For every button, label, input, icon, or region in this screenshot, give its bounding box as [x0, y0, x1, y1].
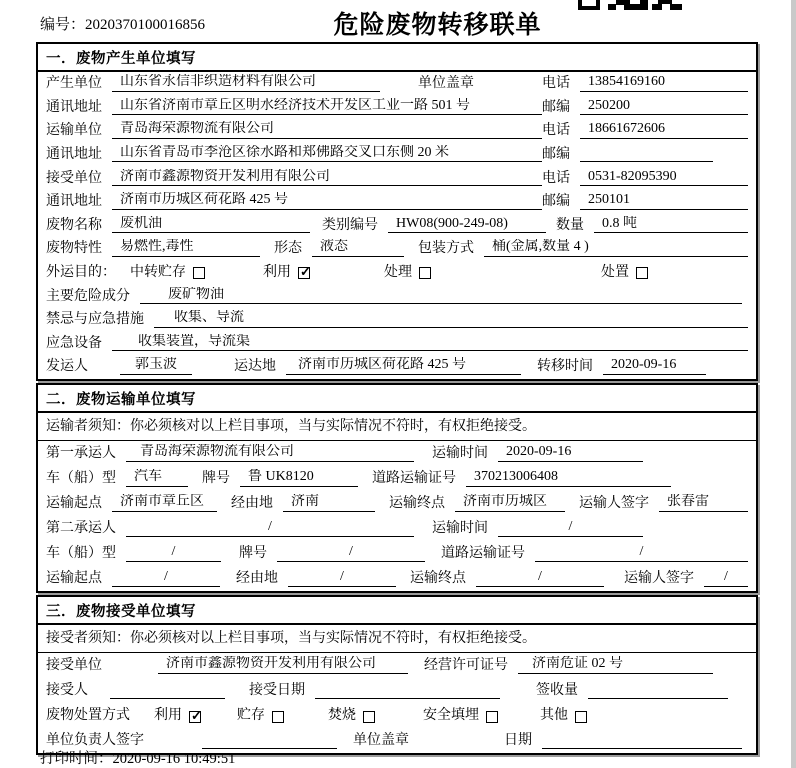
zip-label: 邮编	[542, 194, 570, 210]
transport-time-value: /	[498, 519, 643, 536]
transporter-notice: 运输者须知：你必须核对以上栏目事项，当与实际情况不符时，有权拒绝接受。	[46, 418, 536, 434]
producer-value: 山东省永信非织造材料有限公司	[112, 74, 380, 91]
dispatcher-value: 郭玉波	[120, 357, 192, 374]
dispose-checkbox	[636, 267, 648, 279]
transporter-row	[38, 119, 756, 143]
transporter-notice-row	[38, 413, 756, 441]
producer-label: 产生单位	[46, 76, 102, 92]
page-title: 危险废物转移联单	[333, 12, 542, 39]
business-license-label: 经营许可证号	[424, 658, 508, 674]
transporter-address-row	[38, 143, 756, 167]
qr-code-icon	[578, 0, 682, 10]
transfer-time-label: 转移时间	[537, 359, 593, 375]
signed-quantity-value	[588, 684, 728, 699]
plate-label: 牌号	[202, 471, 230, 487]
option-label: 贮存	[237, 708, 265, 724]
option-label: 利用	[154, 708, 182, 724]
phone-label: 电话	[542, 123, 570, 139]
receiver-value: 济南市鑫源物资开发利用有限公司	[112, 169, 542, 186]
treat-checkbox	[419, 267, 431, 279]
carrier-sign-label: 运输人签字	[624, 571, 694, 587]
origin-label: 运输起点	[46, 571, 102, 587]
props-value: 易燃性,毒性	[112, 239, 260, 256]
waste-name-value: 废机油	[112, 216, 310, 233]
acceptor-row	[38, 678, 756, 703]
producer-address-value: 山东省济南市章丘区明水经济技术开发区工业一路 501 号	[112, 98, 542, 115]
section-transport	[36, 383, 758, 593]
date-value	[542, 734, 742, 749]
vehicle2-row	[38, 541, 756, 566]
responsible-sign-label: 单位负责人签字	[46, 733, 144, 749]
quantity-label: 数量	[556, 217, 584, 233]
category-label: 类别编号	[322, 217, 378, 233]
serial-value: 2020370100016856	[85, 17, 206, 33]
transporter-zip-group	[542, 147, 748, 162]
precaution-row	[38, 308, 756, 332]
dispatch-row	[38, 355, 756, 379]
dispatcher-label: 发运人	[46, 359, 88, 375]
producer-phone-group	[542, 74, 748, 91]
form-value: 液态	[312, 239, 404, 256]
props-label: 废物特性	[46, 241, 102, 257]
producer-zip-group	[542, 98, 748, 115]
origin-value: /	[112, 569, 220, 586]
transporter-zip-value	[580, 147, 713, 162]
landfill-checkbox	[486, 711, 498, 723]
transfer-storage-checkbox	[193, 267, 205, 279]
equipment-row	[38, 332, 756, 356]
receiver-row	[38, 166, 756, 190]
seal-label: 单位盖章	[418, 76, 474, 92]
address-label: 通讯地址	[46, 146, 102, 162]
option-label: 其他	[540, 708, 568, 724]
transfer-form	[36, 42, 758, 757]
category-value: HW08(900-249-08)	[388, 216, 546, 233]
via-value: /	[288, 569, 396, 586]
carrier2-value: /	[126, 519, 414, 536]
equipment-value: 收集装置，导流渠	[112, 334, 748, 351]
option-label: 利用	[263, 264, 291, 280]
section-receive	[36, 595, 758, 755]
destination-value: 济南市历城区荷花路 425 号	[286, 357, 521, 374]
carrier-sign-label: 运输人签字	[579, 496, 649, 512]
terminus-value: /	[476, 569, 604, 586]
quantity-value: 0.8 吨	[594, 216, 748, 233]
via-label: 经由地	[236, 571, 278, 587]
transporter-phone-value: 18661672606	[580, 121, 748, 138]
via-value: 济南	[283, 494, 375, 511]
via-label: 经由地	[231, 496, 273, 512]
receiver-zip-value: 250101	[580, 192, 748, 209]
terminus-value: 济南市历城区	[455, 494, 565, 511]
purpose-label: 外运目的：	[46, 264, 116, 280]
signed-quantity-label: 签收量	[536, 683, 578, 699]
transfer-time-value: 2020-09-16	[603, 357, 706, 374]
other-checkbox	[575, 711, 587, 723]
origin-value: 济南市章丘区	[112, 494, 217, 511]
hazard-row	[38, 284, 756, 308]
carrier1-label: 第一承运人	[46, 446, 116, 462]
disposal-label: 废物处置方式	[46, 708, 130, 724]
receive-unit-label: 接受单位	[46, 658, 102, 674]
packing-label: 包装方式	[418, 241, 474, 257]
producer-row	[38, 72, 756, 96]
disposal-row	[38, 703, 756, 728]
waste-name-label: 废物名称	[46, 217, 102, 233]
section-producer	[36, 42, 758, 381]
date-label: 日期	[504, 733, 532, 749]
packing-value: 桶(金属,数量 4 )	[484, 239, 748, 256]
terminus-label: 运输终点	[410, 571, 466, 587]
carrier1-row	[38, 441, 756, 466]
vehicle-type-label: 车（船）型	[46, 546, 116, 562]
road-license-label: 道路运输证号	[372, 471, 456, 487]
receiver-zip-group	[542, 192, 748, 209]
option-label: 焚烧	[328, 708, 356, 724]
receive-unit-row	[38, 653, 756, 678]
print-time-label: 打印时间：	[40, 751, 113, 767]
storage-checkbox	[272, 711, 284, 723]
zip-label: 邮编	[542, 146, 570, 162]
receiver-notice-row	[38, 625, 756, 653]
route1-row	[38, 491, 756, 516]
destination-label: 运达地	[234, 359, 276, 375]
transporter-value: 青岛海荣源物流有限公司	[112, 121, 542, 138]
route2-row	[38, 566, 756, 591]
vehicle-type-label: 车（船）型	[46, 471, 116, 487]
carrier-sign-value: 张春雷	[659, 494, 748, 511]
precaution-value: 收集、导流	[154, 310, 748, 327]
receiver-notice: 接受者须知：你必须核对以上栏目事项，当与实际情况不符时，有权拒绝接受。	[46, 630, 536, 646]
receiver-address-value: 济南市历城区荷花路 425 号	[112, 192, 542, 209]
transport-time-label: 运输时间	[432, 521, 488, 537]
plate-value: 鲁 UK8120	[240, 469, 358, 486]
serial-label: 编号：	[40, 17, 86, 33]
phone-label: 电话	[542, 76, 570, 92]
transport-time-value: 2020-09-16	[498, 444, 643, 461]
phone-label: 电话	[542, 170, 570, 186]
utilize-checkbox	[189, 711, 201, 723]
producer-phone-value: 13854169160	[580, 74, 748, 91]
vehicle-type-value: /	[126, 544, 221, 561]
waste-props-row	[38, 237, 756, 261]
plate-value: /	[277, 544, 425, 561]
business-license-value: 济南危证 02 号	[518, 656, 713, 673]
form-label: 形态	[274, 241, 302, 257]
producer-zip-value: 250200	[580, 98, 748, 115]
plate-label: 牌号	[239, 546, 267, 562]
vehicle1-row	[38, 466, 756, 491]
accept-date-label: 接受日期	[249, 683, 305, 699]
hazard-value: 废矿物油	[140, 287, 742, 304]
transporter-address-value: 山东省青岛市李沧区徐水路和郑佛路交叉口东侧 20 米	[112, 145, 542, 162]
utilize-checkbox	[298, 267, 310, 279]
receiver-phone-value: 0531-82095390	[580, 169, 748, 186]
seal-label: 单位盖章	[353, 733, 409, 749]
purpose-row	[38, 261, 756, 285]
section3-heading: 三．废物接受单位填写	[38, 597, 756, 625]
carrier2-row	[38, 516, 756, 541]
accept-date-value	[315, 684, 500, 699]
acceptor-value	[110, 684, 225, 699]
print-time-value: 2020-09-16 10:49:51	[112, 751, 236, 767]
receiver-phone-group	[542, 169, 748, 186]
carrier-sign-value: /	[704, 569, 748, 586]
option-label: 处置	[601, 264, 629, 280]
vehicle-type-value: 汽车	[126, 469, 188, 486]
section2-heading: 二．废物运输单位填写	[38, 385, 756, 413]
acceptor-label: 接受人	[46, 683, 88, 699]
transport-time-label: 运输时间	[432, 446, 488, 462]
carrier1-value: 青岛海荣源物流有限公司	[126, 444, 414, 461]
receiver-label: 接受单位	[46, 170, 102, 186]
road-license-value: 370213006408	[466, 469, 671, 486]
transporter-label: 运输单位	[46, 123, 102, 139]
origin-label: 运输起点	[46, 496, 102, 512]
option-label: 安全填埋	[423, 708, 479, 724]
equipment-label: 应急设备	[46, 335, 102, 351]
option-label: 处理	[384, 264, 412, 280]
print-time	[40, 747, 235, 768]
receive-unit-value: 济南市鑫源物资开发利用有限公司	[158, 656, 408, 673]
zip-label: 邮编	[542, 99, 570, 115]
section1-heading: 一．废物产生单位填写	[38, 44, 756, 72]
road-license-label: 道路运输证号	[441, 546, 525, 562]
waste-name-row	[38, 214, 756, 238]
option-label: 中转贮存	[130, 264, 186, 280]
address-label: 通讯地址	[46, 194, 102, 210]
receiver-address-row	[38, 190, 756, 214]
carrier2-label: 第二承运人	[46, 521, 116, 537]
producer-address-row	[38, 96, 756, 120]
terminus-label: 运输终点	[389, 496, 445, 512]
precaution-label: 禁忌与应急措施	[46, 312, 144, 328]
transporter-phone-group	[542, 121, 748, 138]
incinerate-checkbox	[363, 711, 375, 723]
address-label: 通讯地址	[46, 99, 102, 115]
hazard-label: 主要危险成分	[46, 288, 130, 304]
road-license-value: /	[535, 544, 748, 561]
